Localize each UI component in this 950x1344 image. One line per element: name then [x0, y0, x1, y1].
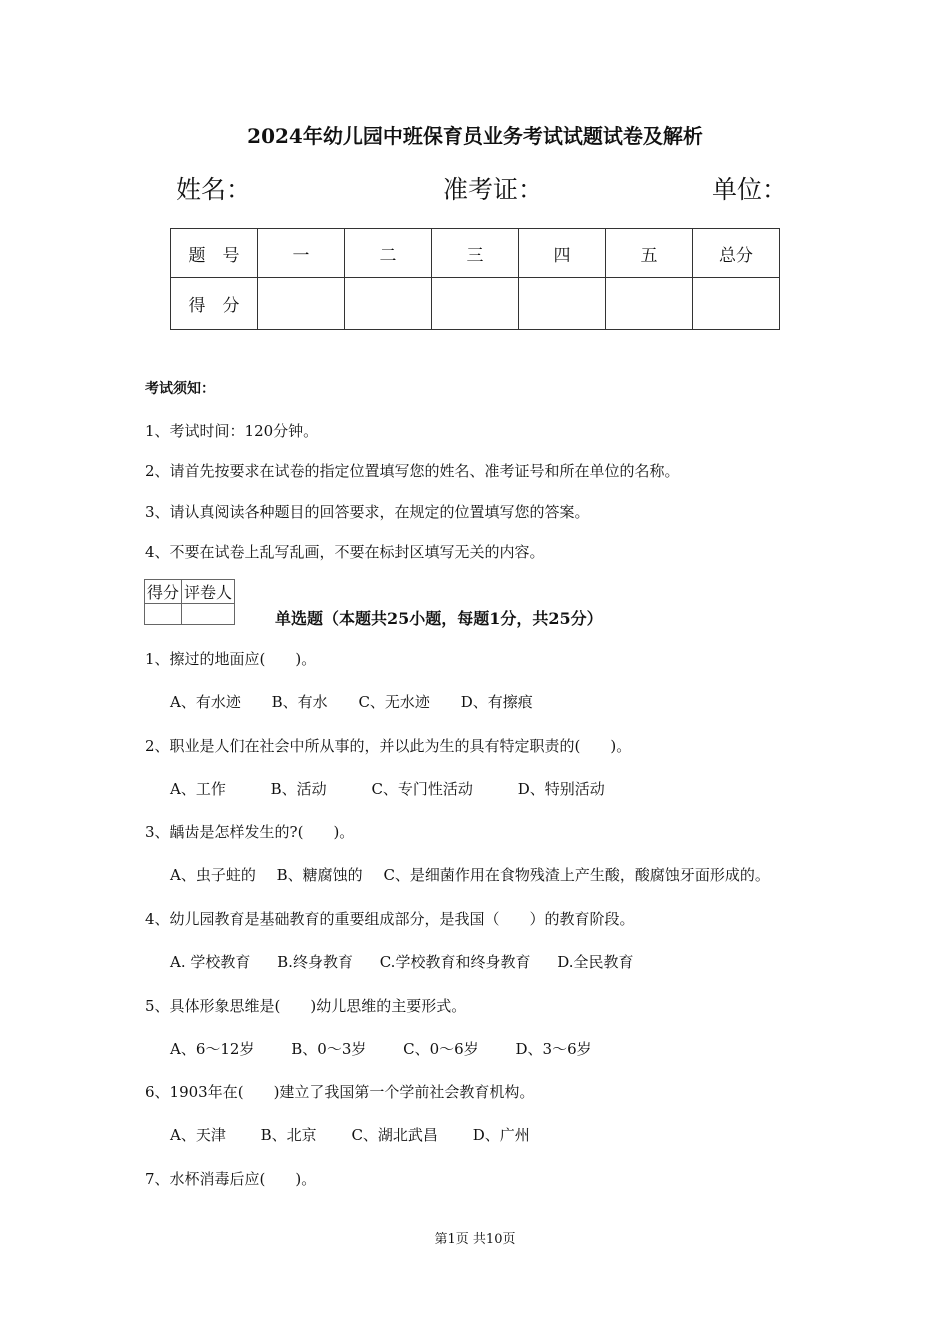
- option[interactable]: C、无水迹: [358, 693, 430, 711]
- score-table-cell: 一: [258, 229, 345, 278]
- score-table-header-row: [171, 229, 780, 278]
- option[interactable]: A、6～12岁: [170, 1040, 255, 1058]
- exam-id-field-label: 准考证：: [443, 175, 544, 204]
- question-options: [170, 951, 660, 972]
- score-input-cell[interactable]: [432, 278, 519, 330]
- grader-box-score-label: 得分: [145, 580, 182, 604]
- score-table-cell: 四: [519, 229, 606, 278]
- option[interactable]: C.学校教育和终身教育: [379, 953, 531, 971]
- page-title: 2024年幼儿园中班保育员业务考试试题试卷及解析: [247, 124, 703, 148]
- option[interactable]: A、工作: [170, 780, 226, 798]
- question-text: 5、具体形象思维是( )幼儿思维的主要形式。: [145, 997, 467, 1015]
- score-table-cell: 二: [345, 229, 432, 278]
- option[interactable]: B、活动: [270, 780, 327, 798]
- option[interactable]: C、是细菌作用在食物残渣上产生酸，酸腐蚀牙面形成的。: [383, 866, 770, 884]
- score-input-cell[interactable]: [519, 278, 606, 330]
- question-text: 6、1903年在( )建立了我国第一个学前社会教育机构。: [145, 1083, 535, 1101]
- question-text: 1、擦过的地面应( )。: [145, 650, 317, 668]
- question-options: [170, 1124, 556, 1145]
- option[interactable]: B、糖腐蚀的: [276, 866, 363, 884]
- score-table-cell: 五: [606, 229, 693, 278]
- notice-item: 1、考试时间：120分钟。: [145, 422, 319, 440]
- question-options: [170, 864, 770, 885]
- option[interactable]: A. 学校教育: [170, 953, 251, 971]
- score-table-cell: 题 号: [171, 229, 258, 278]
- score-table-cell: 总分: [693, 229, 780, 278]
- notice-heading: 考试须知：: [145, 381, 215, 397]
- score-table-score-row: [171, 278, 780, 330]
- score-input-cell[interactable]: [693, 278, 780, 330]
- option[interactable]: B、北京: [260, 1126, 317, 1144]
- option[interactable]: D、特别活动: [517, 780, 605, 798]
- name-field-label: 姓名：: [176, 175, 252, 204]
- grader-box-score-input[interactable]: [145, 604, 182, 625]
- option[interactable]: D.全民教育: [557, 953, 634, 971]
- option[interactable]: C、湖北武昌: [351, 1126, 438, 1144]
- notice-item: 3、请认真阅读各种题目的回答要求，在规定的位置填写您的答案。: [145, 503, 590, 521]
- option[interactable]: B.终身教育: [277, 953, 353, 971]
- section-title: 单选题（本题共25小题，每题1分，共25分）: [275, 609, 603, 628]
- question-options: [170, 691, 559, 712]
- question-text: 3、龋齿是怎样发生的?( )。: [145, 823, 355, 841]
- score-table-cell: 得 分: [171, 278, 258, 330]
- unit-field-label: 单位：: [712, 175, 788, 204]
- option[interactable]: C、0～6岁: [403, 1040, 479, 1058]
- option[interactable]: B、有水: [271, 693, 328, 711]
- option[interactable]: D、3～6岁: [515, 1040, 592, 1058]
- grader-box-grader-input[interactable]: [182, 604, 235, 625]
- notice-item: 2、请首先按要求在试卷的指定位置填写您的姓名、准考证号和所在单位的名称。: [145, 462, 680, 480]
- score-table: [170, 228, 780, 330]
- option[interactable]: B、0～3岁: [291, 1040, 367, 1058]
- score-input-cell[interactable]: [606, 278, 693, 330]
- score-input-cell[interactable]: [258, 278, 345, 330]
- page-footer: 第1页 共10页: [434, 1232, 516, 1247]
- notice-item: 4、不要在试卷上乱写乱画，不要在标封区填写无关的内容。: [145, 543, 545, 561]
- question-text: 2、职业是人们在社会中所从事的，并以此为生的具有特定职责的( )。: [145, 737, 632, 755]
- option[interactable]: C、专门性活动: [371, 780, 473, 798]
- score-table-cell: 三: [432, 229, 519, 278]
- question-options: [170, 1038, 618, 1059]
- grader-box: [144, 579, 235, 625]
- question-text: 7、水杯消毒后应( )。: [145, 1170, 317, 1188]
- option[interactable]: A、天津: [170, 1126, 226, 1144]
- grader-box-grader-label: 评卷人: [182, 580, 235, 604]
- option[interactable]: D、广州: [472, 1126, 530, 1144]
- option[interactable]: A、虫子蛀的: [170, 866, 256, 884]
- option[interactable]: A、有水迹: [170, 693, 241, 711]
- score-input-cell[interactable]: [345, 278, 432, 330]
- question-text: 4、幼儿园教育是基础教育的重要组成部分，是我国（ ）的教育阶段。: [145, 910, 635, 928]
- question-options: [170, 778, 631, 799]
- option[interactable]: D、有擦痕: [460, 693, 533, 711]
